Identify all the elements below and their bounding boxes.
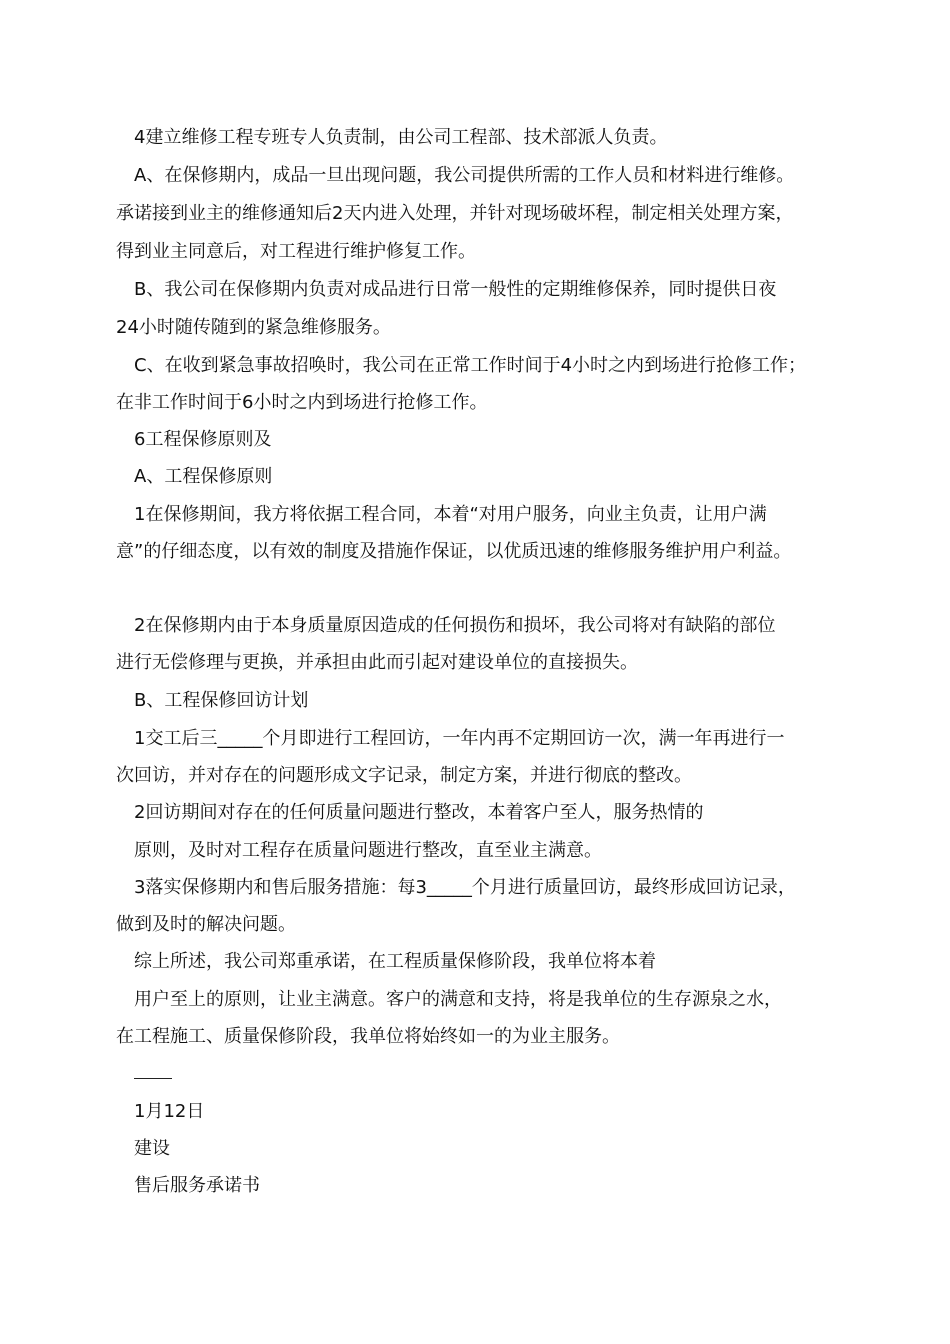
signature-rule xyxy=(134,1078,172,1079)
para-line: 进行无偿修理与更换，并承担由此而引起对建设单位的直接损失。 xyxy=(116,652,638,673)
para-line: 2在保修期内由于本身质量原因造成的任何损伤和损坏，我公司将对有缺陷的部位 xyxy=(134,615,776,636)
para-line: 2回访期间对存在的任何质量问题进行整改，本着客户至人，服务热情的 xyxy=(134,802,704,823)
para-line: 次回访，并对存在的问题形成文字记录，制定方案，并进行彻底的整改。 xyxy=(116,765,692,786)
para-line: 4建立维修工程专班专人负责制，由公司工程部、技术部派人负责。 xyxy=(134,127,668,148)
section-heading: 6工程保修原则及 xyxy=(134,429,272,450)
para-line: 得到业主同意后，对工程进行维护修复工作。 xyxy=(116,241,476,262)
para-line: C、在收到紧急事故招唤时，我公司在正常工作时间于4小时之内到场进行抢修工作； xyxy=(134,355,807,376)
date-line: 1月12日 xyxy=(134,1101,205,1122)
section-heading: B、工程保修回访计划 xyxy=(134,690,309,711)
para-line: 综上所述，我公司郑重承诺，在工程质量保修阶段，我单位将本着 xyxy=(134,951,656,972)
para-line: 24小时随传随到的紧急维修服务。 xyxy=(116,317,391,338)
para-line: 做到及时的解决问题。 xyxy=(116,914,296,935)
para-line: 在非工作时间于6小时之内到场进行抢修工作。 xyxy=(116,392,488,413)
para-line: 用户至上的原则，让业主满意。客户的满意和支持，将是我单位的生存源泉之水， xyxy=(134,989,782,1010)
para-line: 1在保修期间，我方将依据工程合同，本着“对用户服务，向业主负责，让用户满 xyxy=(134,504,767,525)
para-line: B、我公司在保修期内负责对成品进行日常一般性的定期维修保养，同时提供日夜 xyxy=(134,279,777,300)
para-line: 3落实保修期内和售后服务措施：每3_____个月进行质量回访，最终形成回访记录， xyxy=(134,877,796,898)
para-line: 承诺接到业主的维修通知后2天内进入处理，并针对现场破坏程，制定相关处理方案， xyxy=(116,203,794,224)
para-line: A、在保修期内，成品一旦出现问题，我公司提供所需的工作人员和材料进行维修。 xyxy=(134,165,795,186)
org-line: 建设 xyxy=(134,1138,170,1159)
document-title: 售后服务承诺书 xyxy=(134,1175,260,1196)
para-line: 1交工后三_____个月即进行工程回访，一年内再不定期回访一次，满一年再进行一 xyxy=(134,728,785,749)
para-line: 在工程施工、质量保修阶段，我单位将始终如一的为业主服务。 xyxy=(116,1026,620,1047)
section-heading: A、工程保修原则 xyxy=(134,466,273,487)
para-line: 原则，及时对工程存在质量问题进行整改，直至业主满意。 xyxy=(134,840,602,861)
para-line: 意”的仔细态度，以有效的制度及措施作保证，以优质迅速的维修服务维护用户利益。 xyxy=(116,541,792,562)
